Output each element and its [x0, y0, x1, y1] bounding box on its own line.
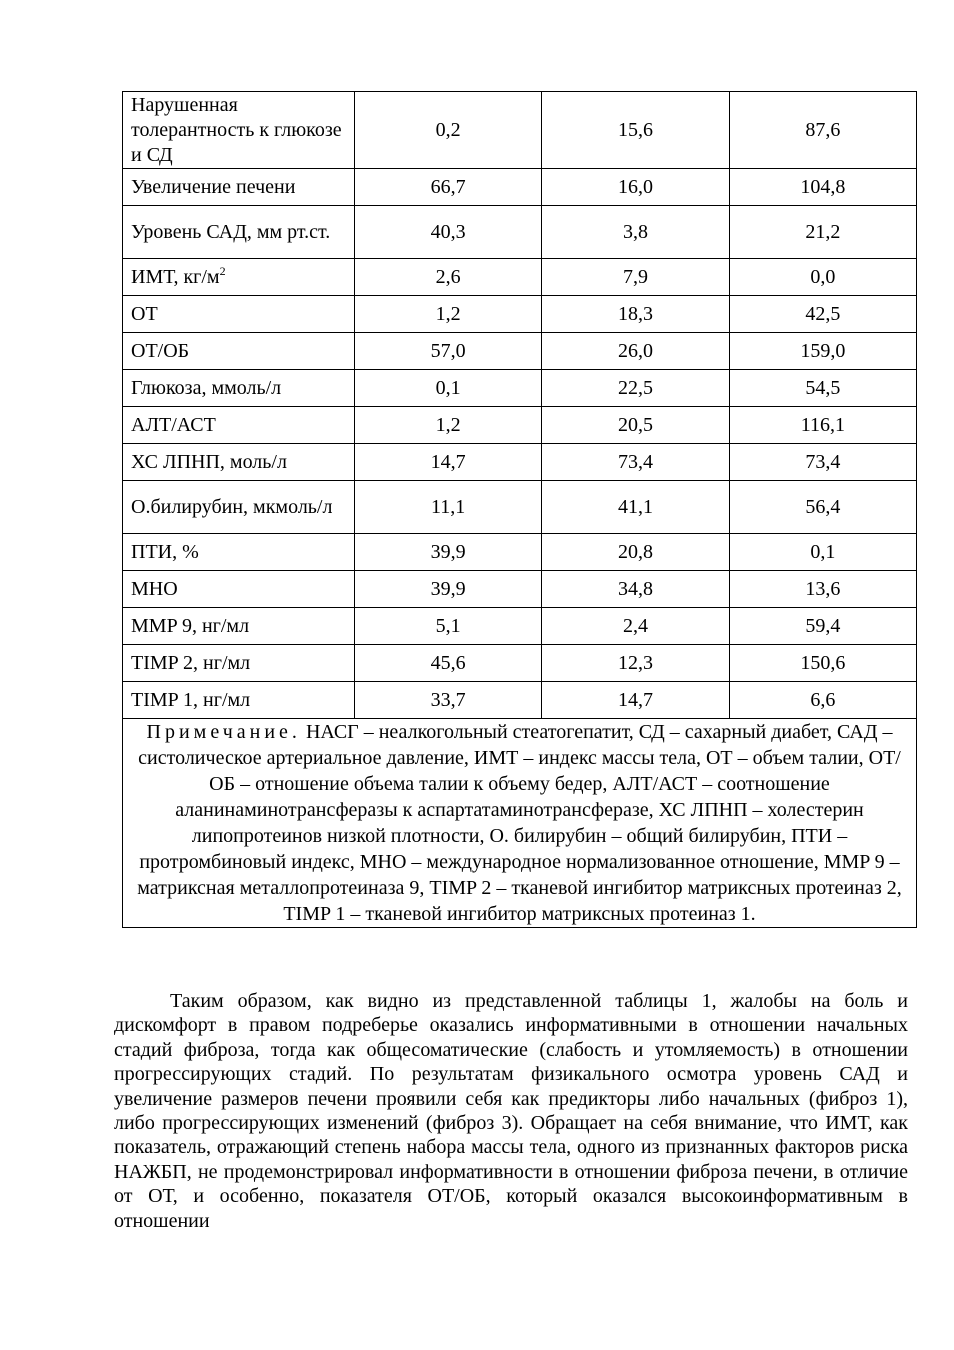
table-row — [123, 407, 917, 444]
value-cell: 57,0 — [355, 333, 542, 370]
row-label — [123, 169, 355, 206]
value-cell: 39,9 — [355, 571, 542, 608]
value-cell: 3,8 — [542, 206, 729, 259]
row-label-text: TIMP 2, нг/мл — [131, 651, 251, 674]
row-label — [123, 370, 355, 407]
value-cell: 1,2 — [355, 296, 542, 333]
value-cell: 14,7 — [355, 444, 542, 481]
row-label-text: АЛТ/АСТ — [131, 413, 216, 436]
value-cell: 41,1 — [542, 481, 729, 534]
table-row — [123, 481, 917, 534]
value-cell: 21,2 — [729, 206, 916, 259]
row-label — [123, 481, 355, 534]
value-cell: 0,0 — [729, 259, 916, 296]
row-label-text: О.билирубин, мкмоль/л — [131, 495, 333, 518]
table-row — [123, 206, 917, 259]
row-label — [123, 92, 355, 169]
value-cell: 54,5 — [729, 370, 916, 407]
row-label — [123, 259, 355, 296]
row-label-text: TIMP 1, нг/мл — [131, 688, 251, 711]
row-label-text: ОТ/ОБ — [131, 339, 190, 362]
row-label — [123, 333, 355, 370]
value-cell: 13,6 — [729, 571, 916, 608]
table-row — [123, 534, 917, 571]
row-label-text: ИМТ, кг/м — [131, 265, 220, 288]
value-cell: 2,6 — [355, 259, 542, 296]
value-cell: 14,7 — [542, 682, 729, 719]
row-label-text: МНО — [131, 577, 178, 600]
row-label — [123, 571, 355, 608]
table-row — [123, 571, 917, 608]
table-row — [123, 444, 917, 481]
value-cell: 39,9 — [355, 534, 542, 571]
value-cell: 59,4 — [729, 608, 916, 645]
table-row — [123, 259, 917, 296]
value-cell: 22,5 — [542, 370, 729, 407]
value-cell: 18,3 — [542, 296, 729, 333]
row-label-text: Глюкоза, ммоль/л — [131, 376, 282, 399]
value-cell: 104,8 — [729, 169, 916, 206]
value-cell: 0,1 — [729, 534, 916, 571]
row-label-text: ХС ЛПНП, моль/л — [131, 450, 287, 473]
value-cell: 7,9 — [542, 259, 729, 296]
note-row — [123, 719, 917, 928]
value-cell: 1,2 — [355, 407, 542, 444]
table-row — [123, 682, 917, 719]
value-cell: 16,0 — [542, 169, 729, 206]
row-label-text: Увеличение печени — [131, 175, 296, 198]
body-paragraph: Таким образом, как видно из представленной таблицы 1, жалобы на боль и дискомфорт в правом подреберье оказались информативными в отношении начальных стадий фиброза, тогда как общесоматические (слабость и утомляемость) в отношении прогрессирующих стадий. По результатам физикального осмотра уровень САД и увеличение размеров печени проявили себя как предикторы либо начальных (фиброз 1), либо прогрессирующих изменений (фиброз 3). Обращает на себя внимание, что ИМТ, как показатель, отражающий степень набора массы тела, одного из признанных факторов риска НАЖБП, не продемонстрировал информативности в отношении фиброза печени, в отличие от ОТ, и особенно, показателя ОТ/ОБ, который оказался высокоинформативным в отношении — [114, 990, 908, 1232]
note-heading: Примечание. — [146, 721, 301, 743]
table-body — [123, 92, 917, 928]
table-row — [123, 333, 917, 370]
value-cell: 2,4 — [542, 608, 729, 645]
value-cell: 20,8 — [542, 534, 729, 571]
row-label — [123, 608, 355, 645]
row-label — [123, 682, 355, 719]
value-cell: 42,5 — [729, 296, 916, 333]
value-cell: 34,8 — [542, 571, 729, 608]
value-cell: 6,6 — [729, 682, 916, 719]
value-cell: 11,1 — [355, 481, 542, 534]
value-cell: 150,6 — [729, 645, 916, 682]
row-label — [123, 534, 355, 571]
data-table — [122, 91, 917, 928]
value-cell: 73,4 — [729, 444, 916, 481]
row-label — [123, 206, 355, 259]
table-row — [123, 645, 917, 682]
table-row — [123, 92, 917, 169]
row-label-superscript: 2 — [219, 263, 226, 278]
table-note — [123, 719, 917, 928]
value-cell: 26,0 — [542, 333, 729, 370]
table-row — [123, 169, 917, 206]
note-text: НАСГ – неалкогольный стеатогепатит, СД – сахарный диабет, САД – систолическое артериальное давление, ИМТ – индекс массы тела, ОТ – объем талии, ОТ/ОБ – отношение объема талии к объему бедер, АЛТ/АСТ – соотношение аланинаминотрансферазы к аспартатаминотрансферазе, ХС ЛПНП – холестерин липопротеинов низкой плотности, О. билирубин – общий билирубин, ПТИ – протромбиновый индекс, МНО – международное нормализованное отношение, MMP 9 – матриксная металлопротеиназа 9, TIMP 2 – тканевой ингибитор матриксных протеиназ 2, TIMP 1 – тканевой ингибитор матриксных протеиназ 1. — [137, 721, 902, 925]
row-label-text: MMP 9, нг/мл — [131, 614, 250, 637]
row-label — [123, 407, 355, 444]
value-cell: 66,7 — [355, 169, 542, 206]
value-cell: 12,3 — [542, 645, 729, 682]
row-label-text: Нарушенная толерантность к глюкозе и СД — [131, 93, 342, 166]
value-cell: 45,6 — [355, 645, 542, 682]
row-label — [123, 444, 355, 481]
value-cell: 0,1 — [355, 370, 542, 407]
value-cell: 15,6 — [542, 92, 729, 169]
table-row — [123, 370, 917, 407]
value-cell: 20,5 — [542, 407, 729, 444]
value-cell: 87,6 — [729, 92, 916, 169]
table-row — [123, 296, 917, 333]
row-label — [123, 296, 355, 333]
value-cell: 116,1 — [729, 407, 916, 444]
table-row — [123, 608, 917, 645]
value-cell: 73,4 — [542, 444, 729, 481]
value-cell: 5,1 — [355, 608, 542, 645]
row-label — [123, 645, 355, 682]
value-cell: 159,0 — [729, 333, 916, 370]
value-cell: 0,2 — [355, 92, 542, 169]
row-label-text: ПТИ, % — [131, 540, 199, 563]
value-cell: 40,3 — [355, 206, 542, 259]
value-cell: 33,7 — [355, 682, 542, 719]
row-label-text: Уровень САД, мм рт.ст. — [131, 220, 331, 243]
row-label-text: ОТ — [131, 302, 158, 325]
value-cell: 56,4 — [729, 481, 916, 534]
